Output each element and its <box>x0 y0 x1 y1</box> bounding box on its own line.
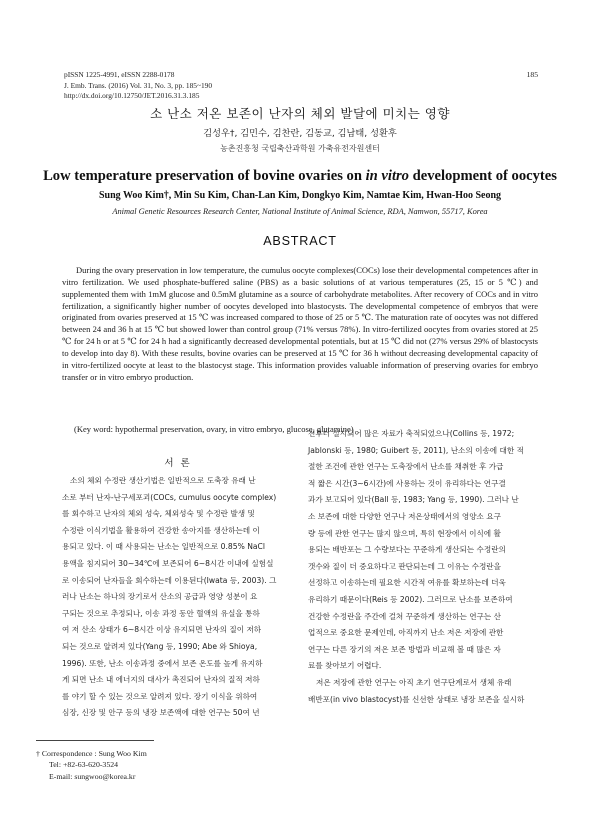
text-line: 선정하고 이송하는데 필요한 시간적 여유를 확보하는데 더욱 <box>308 578 506 588</box>
intro-right-column <box>308 426 540 708</box>
issn-line: pISSN 1225-4991, eISSN 2288-0178 <box>64 70 175 79</box>
text-line: 되는 것으로 알려져 있다(Yang 등, 1990; Abe 와 Shioya, <box>62 641 258 651</box>
text-line: 심장, 신장 및 안구 등의 냉장 보존액에 대한 연구는 50여 년 <box>62 708 260 718</box>
text-line: 저온 저장에 관한 연구는 아직 초기 연구단계로서 생체 유래 <box>316 677 512 687</box>
english-title <box>0 168 600 185</box>
text-line: 전부터 실시되어 많은 자료가 축적되었으나(Collins 등, 1972; <box>308 429 515 438</box>
english-title-part2: development of oocytes <box>408 168 557 184</box>
english-authors: Sung Woo Kim†, Min Su Kim, Chan-Lan Kim, Dongkyo Kim, Namtae Kim, Hwan-Hoo Seong <box>98 190 502 201</box>
text-line: 구되는 것으로 추정되나, 이송 과정 동안 혈액의 유실을 통하 <box>62 608 260 618</box>
text-line: 과가 보고되어 있다(Ball 등, 1983; Yang 등, 1990). 그러나 난 <box>308 495 519 505</box>
text-line: 용되고 있다. 이 때 사용되는 난소는 일반적으로 0.85% NaCl <box>62 542 265 552</box>
text-line: 료를 찾아보기 어렵다. <box>308 661 382 671</box>
abstract-heading: ABSTRACT <box>263 234 337 248</box>
text-line: 연구는 다른 장기의 저온 보존 방법과 비교해 볼 때 많은 자 <box>308 644 501 654</box>
text-line: 를 야기 할 수 있는 것으로 알려져 있다. 장기 이식을 위하여 <box>62 691 258 701</box>
english-title-part1: Low temperature preservation of bovine ovaries on <box>43 168 366 184</box>
english-title-italic: in vitro <box>365 168 409 184</box>
text-line: Jablonski 등, 1980; Guibert 등, 2011), 난소의 이송에 대한 적 <box>308 445 524 455</box>
text-line: 용액을 침지되어 30~34℃에 보존되어 6~8시간 이내에 실험실 <box>62 558 274 568</box>
text-line: 용되는 배반포는 그 수량보다는 꾸준하게 생산되는 수정란의 <box>308 545 506 555</box>
text-line: 소로 부터 난자-난구세포괴(COCs, cumulus oocyte complex) <box>62 492 277 502</box>
text-line: 업적으로 중요한 문제인데, 아직까지 난소 저온 저장에 관한 <box>308 628 504 638</box>
text-line: 유리하기 때문이다(Reis 등 2002). 그러므로 난소를 보존하여 <box>308 594 513 604</box>
text-line: 갯수와 질이 더 중요하다고 판단되는데 그 이유는 수정란을 <box>308 561 501 571</box>
text-line: 수정란 이식기법을 활용하여 건강한 송아지를 생산하는데 이 <box>62 525 260 535</box>
abstract-paragraph: During the ovary preservation in low temperature, the cumulus oocyte complexes(COCs) lose their developmental competences after in vitro fertilization. We used phosphate-buffered saline (PBS) as a basic solutions of at various temperatures (25, 15 or 5 ℃) and supplemented them with 1mM glucose and 0.5mM glutamine as a source of carbohydrate metabolites. After recovery of COCs and in vitro fertilization, a significantly higher number of oocytes developed into blastocysts. The developmental competence of embryos that were originated from ovaries preserved at 15 ℃ was increased compared to those of 25 or 5 ℃. The maturation rate of oocytes was not differed between 24 and 36 h at 15 ℃ but showed lower than control group (71% versus 78%). In vitro-fertilized oocytes from ovaries stored at 25 ℃ for 24 h or at 5 ℃ for 24 h had a significantly decreased developmental potentials, but at 15 ℃ did not (27% versus 29% of blastocysts to develop into day 8). With these results, bovine ovaries can be preserved at 15 ℃ for 36 h without decreasing developmental capacity of in vitro-fertilized oocyte at least to the blastocyst stage. This information provides valuable information of preserving ovaries for embryo transfer or in vitro embryo production. <box>62 265 538 382</box>
correspondence-name: † Correspondence : Sung Woo Kim <box>36 749 147 758</box>
doi-link[interactable]: http://dx.doi.org/10.12750/JET.2016.31.3.185 <box>64 91 200 101</box>
text-line: 로 이송되어 난자들을 회수하는데 이용된다(Iwata 등, 2003). 그 <box>62 575 277 585</box>
correspondence-tel: Tel: +82-63-620-3524 <box>49 760 119 770</box>
correspondence-email[interactable]: E-mail: sungwoo@korea.kr <box>49 771 136 781</box>
text-line: 건강한 수정란을 주간에 걸쳐 꾸준하게 생산하는 연구는 산 <box>308 611 501 621</box>
english-affiliation: Animal Genetic Resources Research Center, National Institute of Animal Science, RDA, Namwon, 55717, Korea <box>112 207 488 216</box>
text-line: 소의 체외 수정란 생산기법은 일반적으로 도축장 유래 난 <box>70 476 256 485</box>
text-line: 적 짧은 시간(3~6시간)에 사용하는 것이 유리하다는 연구결 <box>308 478 506 488</box>
journal-citation: J. Emb. Trans. (2016) Vol. 31, No. 3, pp. 185~190 <box>64 80 213 90</box>
text-line: 배반포(in vivo blastocyst)를 신선한 상태로 냉장 보존을 실시하 <box>308 694 525 704</box>
abstract-body <box>62 265 538 383</box>
section-heading-introduction: 서 론 <box>164 458 192 469</box>
text-line: 1996). 또한, 난소 이송과정 중에서 보존 온도를 높게 유지하 <box>62 658 263 668</box>
text-line: 여 저 산소 상태가 6~8시간 이상 유지되면 난자의 질이 저하 <box>62 625 262 635</box>
intro-left-column <box>62 473 294 722</box>
journal-header <box>64 70 212 102</box>
text-line: 게 되면 난소 내 에너지의 대사가 촉진되어 난자의 질적 저하 <box>62 675 260 685</box>
text-line: 소 보존에 대한 다양한 연구나 저온상태에서의 영양소 요구 <box>308 511 501 521</box>
korean-title: 소 난소 저온 보존이 난자의 체외 발달에 미치는 영향 <box>150 106 450 121</box>
text-line: 러나 난소는 하나의 장기로서 산소의 공급과 영양 성분이 요 <box>62 592 258 602</box>
keywords: (Key word: hypothermal preservation, ovary, in vitro embryo, glucose, glutamine) <box>74 424 354 434</box>
page-number: 185 <box>526 70 538 79</box>
text-line: 절한 조건에 관한 연구는 도축장에서 난소를 채취한 후 가급 <box>308 462 504 472</box>
korean-authors: 김성우†, 김민수, 김찬란, 김동교, 김남태, 성환후 <box>203 128 397 139</box>
text-line: 를 회수하고 난자의 체외 성숙, 체외성숙 및 수정란 발생 및 <box>62 509 255 519</box>
text-line: 량 등에 관한 연구는 많지 않으며, 특히 현장에서 이식에 활 <box>308 528 501 538</box>
korean-affiliation: 농촌진흥청 국립축산과학원 가축유전자원센터 <box>220 144 380 153</box>
footnote-rule <box>36 740 154 741</box>
correspondence-footnote <box>36 748 147 782</box>
